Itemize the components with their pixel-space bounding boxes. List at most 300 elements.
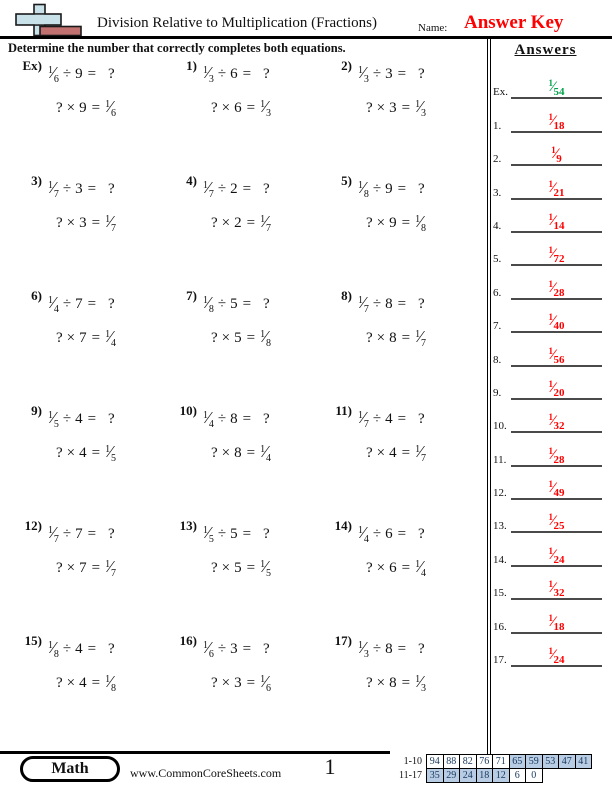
multiply-sign: × xyxy=(376,330,386,346)
divisor: 5 xyxy=(230,526,238,542)
answer-number: Ex. xyxy=(493,86,508,99)
question-mark: ? xyxy=(263,66,270,82)
multiplication-equation xyxy=(56,672,116,692)
equals-sign: = xyxy=(242,526,252,542)
divisor: 2 xyxy=(234,215,242,231)
answer-number: 16. xyxy=(493,620,507,633)
equals-sign: = xyxy=(397,181,407,197)
divide-sign: ÷ xyxy=(372,526,382,542)
score-cell: 35 xyxy=(426,768,444,783)
equals-sign: = xyxy=(401,100,411,116)
answer-fraction: $^1⁄_{56}$ xyxy=(548,345,565,366)
answer-item xyxy=(493,467,602,500)
problem-item xyxy=(318,632,473,747)
problem-number: 17) xyxy=(334,633,352,648)
divisor: 5 xyxy=(234,560,242,576)
problem-equations xyxy=(48,57,116,117)
question-mark: ? xyxy=(366,215,373,231)
fraction: $^1⁄_3$ xyxy=(415,672,426,694)
multiply-sign: × xyxy=(66,675,76,691)
problem-number: 9) xyxy=(31,403,42,418)
division-equation xyxy=(203,408,271,428)
fraction: $^1⁄_8$ xyxy=(358,178,369,200)
answer-item xyxy=(493,266,602,299)
problem-item xyxy=(318,57,473,172)
question-mark: ? xyxy=(263,181,270,197)
equals-sign: = xyxy=(242,411,252,427)
problem-item xyxy=(8,57,163,172)
multiply-sign: × xyxy=(66,100,76,116)
problems-grid xyxy=(8,57,487,747)
divide-sign: ÷ xyxy=(217,181,227,197)
divide-sign: ÷ xyxy=(62,526,72,542)
answer-item xyxy=(493,433,602,466)
fraction: $^1⁄_8$ xyxy=(105,672,116,694)
divisor: 7 xyxy=(79,560,87,576)
answer-number: 1. xyxy=(493,119,502,132)
problem-item xyxy=(318,517,473,632)
answer-blank-line xyxy=(511,245,602,266)
problem-equations xyxy=(48,632,116,692)
problem-equations xyxy=(358,632,426,692)
fraction: $^1⁄_7$ xyxy=(415,327,426,349)
divide-sign: ÷ xyxy=(217,526,227,542)
multiplication-equation xyxy=(56,557,116,577)
divisor: 4 xyxy=(75,641,83,657)
question-mark: ? xyxy=(418,296,425,312)
answer-number: 4. xyxy=(493,219,502,232)
answer-fraction: $^1⁄_{28}$ xyxy=(548,445,565,466)
score-cell: 24 xyxy=(459,768,477,783)
fraction: $^1⁄_4$ xyxy=(415,557,426,579)
question-mark: ? xyxy=(263,526,270,542)
problem-equations xyxy=(203,517,271,577)
question-mark: ? xyxy=(366,100,373,116)
problem-item xyxy=(163,172,318,287)
answer-fraction: $^1⁄_{32}$ xyxy=(548,579,565,600)
divisor: 7 xyxy=(75,296,83,312)
answer-fraction: $^1⁄_{72}$ xyxy=(548,245,565,266)
answer-blank-line xyxy=(511,512,602,533)
answer-number: 17. xyxy=(493,654,507,667)
question-mark: ? xyxy=(418,526,425,542)
divisor: 9 xyxy=(79,100,87,116)
divisor: 8 xyxy=(389,675,397,691)
divide-sign: ÷ xyxy=(217,66,227,82)
divisor: 8 xyxy=(234,445,242,461)
divide-sign: ÷ xyxy=(217,641,227,657)
fraction: $^1⁄_4$ xyxy=(48,293,59,315)
divisor: 6 xyxy=(234,100,242,116)
fraction: $^1⁄_3$ xyxy=(203,63,214,85)
subject-badge: Math xyxy=(20,756,120,782)
score-cell: 41 xyxy=(575,754,593,769)
answer-fraction: $^1⁄_{54}$ xyxy=(548,78,565,99)
problem-item xyxy=(8,172,163,287)
problem-item xyxy=(318,402,473,517)
equals-sign: = xyxy=(401,215,411,231)
score-cells xyxy=(426,754,592,769)
divisor: 3 xyxy=(75,181,83,197)
fraction: $^1⁄_3$ xyxy=(260,97,271,119)
multiplication-equation xyxy=(211,672,271,692)
question-mark: ? xyxy=(56,215,63,231)
score-row xyxy=(398,768,592,783)
multiply-sign: × xyxy=(66,445,76,461)
multiplication-equation xyxy=(366,212,426,232)
answer-blank-line xyxy=(511,312,602,333)
divisor: 5 xyxy=(230,296,238,312)
division-equation xyxy=(48,638,116,658)
question-mark: ? xyxy=(108,66,115,82)
multiply-sign: × xyxy=(376,675,386,691)
problem-item xyxy=(163,402,318,517)
answer-number: 8. xyxy=(493,353,502,366)
equals-sign: = xyxy=(246,215,256,231)
problem-number: 7) xyxy=(186,288,197,303)
equals-sign: = xyxy=(242,296,252,312)
answer-number: 3. xyxy=(493,186,502,199)
problem-item xyxy=(318,287,473,402)
score-cell: 82 xyxy=(459,754,477,769)
score-cells xyxy=(426,768,543,783)
problem-item xyxy=(163,57,318,172)
fraction: $^1⁄_6$ xyxy=(203,638,214,660)
answer-fraction: $^1⁄_{49}$ xyxy=(548,479,565,500)
division-equation xyxy=(48,408,116,428)
question-mark: ? xyxy=(418,181,425,197)
problem-number: 2) xyxy=(341,58,352,73)
question-mark: ? xyxy=(366,445,373,461)
divisor: 5 xyxy=(234,330,242,346)
problem-number: 8) xyxy=(341,288,352,303)
fraction: $^1⁄_6$ xyxy=(48,63,59,85)
question-mark: ? xyxy=(211,675,218,691)
divisor: 7 xyxy=(75,526,83,542)
answer-number: 15. xyxy=(493,587,507,600)
answer-item xyxy=(493,133,602,166)
problem-number: Ex) xyxy=(22,58,42,73)
score-cell: 12 xyxy=(492,768,510,783)
equals-sign: = xyxy=(87,641,97,657)
question-mark: ? xyxy=(56,330,63,346)
multiplication-equation xyxy=(366,557,426,577)
divisor: 8 xyxy=(385,641,393,657)
divide-sign: ÷ xyxy=(62,411,72,427)
answer-item xyxy=(493,500,602,533)
equals-sign: = xyxy=(91,445,101,461)
multiply-sign: × xyxy=(376,100,386,116)
divisor: 8 xyxy=(389,330,397,346)
fraction: $^1⁄_8$ xyxy=(415,212,426,234)
multiply-sign: × xyxy=(221,560,231,576)
equals-sign: = xyxy=(397,66,407,82)
problem-equations xyxy=(203,57,271,117)
answer-fraction: $^1⁄_{40}$ xyxy=(548,312,565,333)
equals-sign: = xyxy=(246,100,256,116)
multiplication-equation xyxy=(211,442,271,462)
problem-number: 6) xyxy=(31,288,42,303)
question-mark: ? xyxy=(56,100,63,116)
divisor: 6 xyxy=(389,560,397,576)
answer-item xyxy=(493,200,602,233)
answers-list xyxy=(493,66,612,667)
equals-sign: = xyxy=(242,66,252,82)
multiply-sign: × xyxy=(221,330,231,346)
problem-item xyxy=(8,632,163,747)
answer-fraction: $^1⁄_{20}$ xyxy=(548,378,565,399)
division-equation xyxy=(48,523,116,543)
answer-blank-line xyxy=(511,546,602,567)
problem-equations xyxy=(358,402,426,462)
score-cell: 18 xyxy=(476,768,494,783)
fraction: $^1⁄_7$ xyxy=(48,523,59,545)
fraction: $^1⁄_4$ xyxy=(203,408,214,430)
question-mark: ? xyxy=(108,526,115,542)
question-mark: ? xyxy=(56,675,63,691)
equals-sign: = xyxy=(401,330,411,346)
answer-fraction: $^1⁄_{18}$ xyxy=(548,111,565,132)
answer-number: 14. xyxy=(493,553,507,566)
problem-equations xyxy=(358,287,426,347)
division-equation xyxy=(203,178,271,198)
fraction: $^1⁄_4$ xyxy=(105,327,116,349)
page-number: 1 xyxy=(324,754,336,779)
question-mark: ? xyxy=(211,445,218,461)
score-cell: 53 xyxy=(542,754,560,769)
problem-equations xyxy=(48,402,116,462)
answer-key-label: Answer Key xyxy=(464,12,564,33)
question-mark: ? xyxy=(418,641,425,657)
answer-blank-line xyxy=(511,145,602,166)
problem-number: 12) xyxy=(24,518,42,533)
answer-fraction: $^1⁄_{32}$ xyxy=(548,412,565,433)
division-equation xyxy=(358,178,426,198)
multiply-sign: × xyxy=(66,215,76,231)
multiplication-equation xyxy=(211,327,271,347)
score-cell: 0 xyxy=(525,768,543,783)
equals-sign: = xyxy=(397,641,407,657)
equals-sign: = xyxy=(401,560,411,576)
problem-equations xyxy=(358,57,426,117)
question-mark: ? xyxy=(108,296,115,312)
fraction: $^1⁄_7$ xyxy=(415,442,426,464)
division-equation xyxy=(203,293,271,313)
fraction: $^1⁄_7$ xyxy=(260,212,271,234)
problem-equations xyxy=(358,172,426,232)
fraction: $^1⁄_3$ xyxy=(358,638,369,660)
answer-item xyxy=(493,400,602,433)
fraction: $^1⁄_6$ xyxy=(105,97,116,119)
answer-item xyxy=(493,300,602,333)
problem-number: 15) xyxy=(24,633,42,648)
answer-item xyxy=(493,99,602,132)
multiply-sign: × xyxy=(66,560,76,576)
answer-blank-line xyxy=(511,179,602,200)
multiply-sign: × xyxy=(221,215,231,231)
multiply-sign: × xyxy=(66,330,76,346)
answer-blank-line xyxy=(511,112,602,133)
answer-blank-line xyxy=(511,346,602,367)
divide-sign: ÷ xyxy=(372,641,382,657)
fraction: $^1⁄_3$ xyxy=(415,97,426,119)
divide-sign: ÷ xyxy=(372,411,382,427)
fraction: $^1⁄_7$ xyxy=(358,293,369,315)
divisor: 6 xyxy=(385,526,393,542)
multiplication-equation xyxy=(211,212,271,232)
divide-sign: ÷ xyxy=(62,296,72,312)
answer-number: 2. xyxy=(493,153,502,166)
division-equation xyxy=(358,408,426,428)
multiplication-equation xyxy=(56,97,116,117)
divisor: 4 xyxy=(79,675,87,691)
answer-number: 10. xyxy=(493,420,507,433)
answer-item xyxy=(493,634,602,667)
answer-blank-line xyxy=(511,212,602,233)
fraction: $^1⁄_7$ xyxy=(203,178,214,200)
multiplication-equation xyxy=(366,97,426,117)
question-mark: ? xyxy=(211,560,218,576)
problem-equations xyxy=(48,287,116,347)
score-cell: 65 xyxy=(509,754,527,769)
equals-sign: = xyxy=(246,675,256,691)
divide-sign: ÷ xyxy=(62,641,72,657)
equals-sign: = xyxy=(246,560,256,576)
answer-item xyxy=(493,567,602,600)
divisor: 8 xyxy=(385,296,393,312)
problem-number: 4) xyxy=(186,173,197,188)
answer-blank-line xyxy=(511,646,602,667)
answer-fraction: $^1⁄_9$ xyxy=(551,145,562,166)
question-mark: ? xyxy=(211,215,218,231)
divisor: 3 xyxy=(230,641,238,657)
division-equation xyxy=(203,523,271,543)
multiply-sign: × xyxy=(221,675,231,691)
multiplication-equation xyxy=(366,672,426,692)
score-cell: 59 xyxy=(525,754,543,769)
score-cell: 88 xyxy=(443,754,461,769)
score-cell: 6 xyxy=(509,768,527,783)
equals-sign: = xyxy=(242,181,252,197)
fraction: $^1⁄_7$ xyxy=(48,178,59,200)
equals-sign: = xyxy=(91,675,101,691)
answer-item xyxy=(493,600,602,633)
problem-number: 5) xyxy=(341,173,352,188)
fraction: $^1⁄_3$ xyxy=(358,63,369,85)
multiply-sign: × xyxy=(221,100,231,116)
question-mark: ? xyxy=(418,411,425,427)
equals-sign: = xyxy=(91,330,101,346)
answer-item xyxy=(493,333,602,366)
question-mark: ? xyxy=(366,560,373,576)
problem-equations xyxy=(48,172,116,232)
problem-item xyxy=(8,402,163,517)
divisor: 9 xyxy=(385,181,393,197)
problem-item xyxy=(163,287,318,402)
question-mark: ? xyxy=(211,330,218,346)
problem-item xyxy=(8,287,163,402)
equals-sign: = xyxy=(91,215,101,231)
answer-number: 11. xyxy=(493,453,507,466)
division-equation xyxy=(203,638,271,658)
answer-item xyxy=(493,66,602,99)
multiply-sign: × xyxy=(376,445,386,461)
problem-number: 11) xyxy=(335,403,352,418)
answer-item xyxy=(493,233,602,266)
equals-sign: = xyxy=(91,560,101,576)
answer-number: 9. xyxy=(493,386,502,399)
equals-sign: = xyxy=(87,181,97,197)
equals-sign: = xyxy=(397,296,407,312)
answers-title: Answers xyxy=(514,42,577,58)
equals-sign: = xyxy=(397,411,407,427)
answer-fraction: $^1⁄_{24}$ xyxy=(548,545,565,566)
fraction: $^1⁄_4$ xyxy=(260,442,271,464)
question-mark: ? xyxy=(108,641,115,657)
score-cell: 94 xyxy=(426,754,444,769)
division-equation xyxy=(48,63,116,83)
problem-equations xyxy=(203,402,271,462)
equals-sign: = xyxy=(87,66,97,82)
divisor: 3 xyxy=(389,100,397,116)
divide-sign: ÷ xyxy=(372,66,382,82)
equals-sign: = xyxy=(401,445,411,461)
answer-fraction: $^1⁄_{14}$ xyxy=(548,211,565,232)
fraction: $^1⁄_7$ xyxy=(105,212,116,234)
problem-number: 1) xyxy=(186,58,197,73)
question-mark: ? xyxy=(366,675,373,691)
problem-equations xyxy=(203,172,271,232)
divisor: 3 xyxy=(385,66,393,82)
division-equation xyxy=(48,178,116,198)
commoncoresheets-plus-logo-icon xyxy=(14,3,82,37)
fraction: $^1⁄_6$ xyxy=(260,672,271,694)
answer-number: 12. xyxy=(493,487,507,500)
answer-item xyxy=(493,533,602,566)
divisor: 4 xyxy=(385,411,393,427)
problem-number: 16) xyxy=(179,633,197,648)
score-cell: 29 xyxy=(443,768,461,783)
score-cell: 76 xyxy=(476,754,494,769)
equals-sign: = xyxy=(87,411,97,427)
problem-equations xyxy=(203,632,271,692)
question-mark: ? xyxy=(211,100,218,116)
divisor: 3 xyxy=(79,215,87,231)
equals-sign: = xyxy=(246,330,256,346)
answer-blank-line xyxy=(511,412,602,433)
score-row-label: 1-10 xyxy=(403,756,422,767)
problem-item xyxy=(318,172,473,287)
equals-sign: = xyxy=(397,526,407,542)
divisor: 4 xyxy=(75,411,83,427)
multiply-sign: × xyxy=(376,215,386,231)
division-equation xyxy=(358,523,426,543)
divisor: 3 xyxy=(234,675,242,691)
question-mark: ? xyxy=(263,411,270,427)
fraction: $^1⁄_7$ xyxy=(105,557,116,579)
divide-sign: ÷ xyxy=(217,411,227,427)
problem-number: 14) xyxy=(334,518,352,533)
fraction: $^1⁄_7$ xyxy=(358,408,369,430)
score-cell: 47 xyxy=(558,754,576,769)
multiplication-equation xyxy=(366,442,426,462)
answer-blank-line xyxy=(511,613,602,634)
multiplication-equation xyxy=(211,97,271,117)
divisor: 4 xyxy=(79,445,87,461)
answer-number: 13. xyxy=(493,520,507,533)
question-mark: ? xyxy=(108,181,115,197)
answer-blank-line xyxy=(511,479,602,500)
